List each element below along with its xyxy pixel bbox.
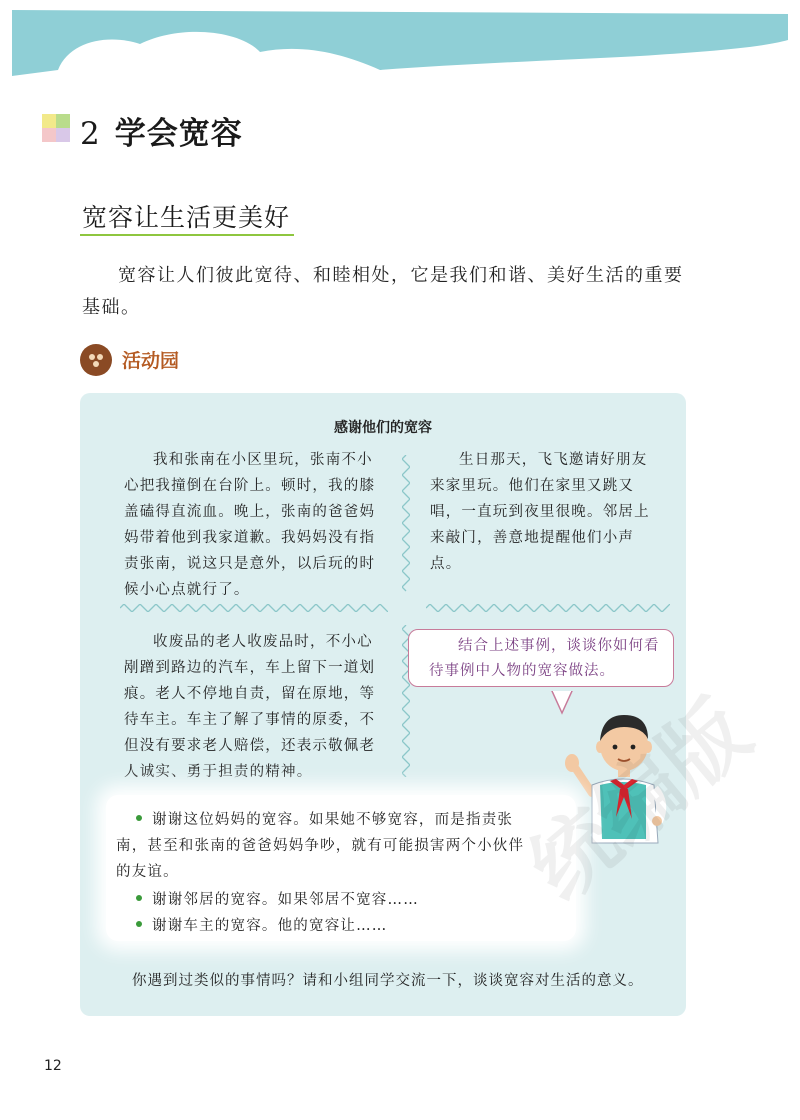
section-underline [80, 234, 294, 236]
activity-panel [80, 393, 686, 1016]
speech-bubble [408, 629, 674, 687]
page-number: 12 [44, 1058, 62, 1074]
answer-text-continued: 的友谊。 [116, 864, 179, 880]
answer-text: 谢谢车主的宽容。他的宽容让…… [152, 918, 388, 934]
answer-text: 谢谢这位妈妈的宽容。如果她不够宽容，而是指责张 [152, 812, 514, 828]
discussion-prompt: 你遇到过类似的事情吗？请和小组同学交流一下，谈谈宽容对生活的意义。 [132, 973, 644, 989]
title-decoration-square [42, 114, 56, 128]
title-decoration-square [42, 128, 56, 142]
answer-item [136, 887, 576, 913]
answer-item [136, 913, 576, 939]
bullet-icon [136, 921, 142, 927]
story-divider [120, 604, 388, 612]
story-card: 收废品的老人收废品时，不小心剐蹭到路边的汽车，车上留下一道划痕。老人不停地自责，留在原地，等待车主。车主了解了事情的原委，不但没有要求老人赔偿，还表示敬佩老人诚实、勇于担责的精神。 [124, 634, 376, 780]
chapter-title-text: 学会宽容 [114, 116, 243, 152]
title-decoration-square [56, 114, 70, 128]
section-heading: 宽容让生活更美好 [82, 203, 291, 232]
activity-label: 活动园 [122, 350, 180, 372]
chapter-title [80, 108, 243, 153]
bullet-icon [136, 815, 142, 821]
story-card: 生日那天，飞飞邀请好朋友来家里玩。他们在家里又跳又唱，一直玩到夜里很晚。邻居上来敲门，善意地提醒他们小声点。 [430, 452, 650, 572]
answer-text-continued: 南，甚至和张南的爸爸妈妈争吵，就有可能损害两个小伙伴 [116, 838, 525, 854]
title-decoration-square [56, 128, 70, 142]
bullet-icon [136, 895, 142, 901]
story-divider-vertical [402, 455, 410, 593]
intro-paragraph: 宽容让人们彼此宽待、和睦相处，它是我们和谐、美好生活的重要基础。 [82, 265, 684, 318]
answer-text: 谢谢邻居的宽容。如果邻居不宽容…… [152, 892, 419, 908]
story-divider [426, 604, 670, 612]
activity-icon [80, 344, 112, 376]
panel-title: 感谢他们的宽容 [334, 420, 432, 436]
boy-illustration [562, 693, 682, 853]
answer-item [136, 807, 576, 833]
speech-bubble-text: 结合上述事例，谈谈你如何看待事例中人物的宽容做法。 [429, 638, 660, 679]
chapter-number: 2 [80, 116, 101, 152]
story-card: 我和张南在小区里玩，张南不小心把我撞倒在台阶上。顿时，我的膝盖磕得直流血。晚上，张南的爸爸妈妈带着他到我家道歉。我妈妈没有指责张南，说这只是意外，以后玩的时候小心点就行了。 [124, 452, 376, 598]
header-banner [0, 0, 800, 100]
